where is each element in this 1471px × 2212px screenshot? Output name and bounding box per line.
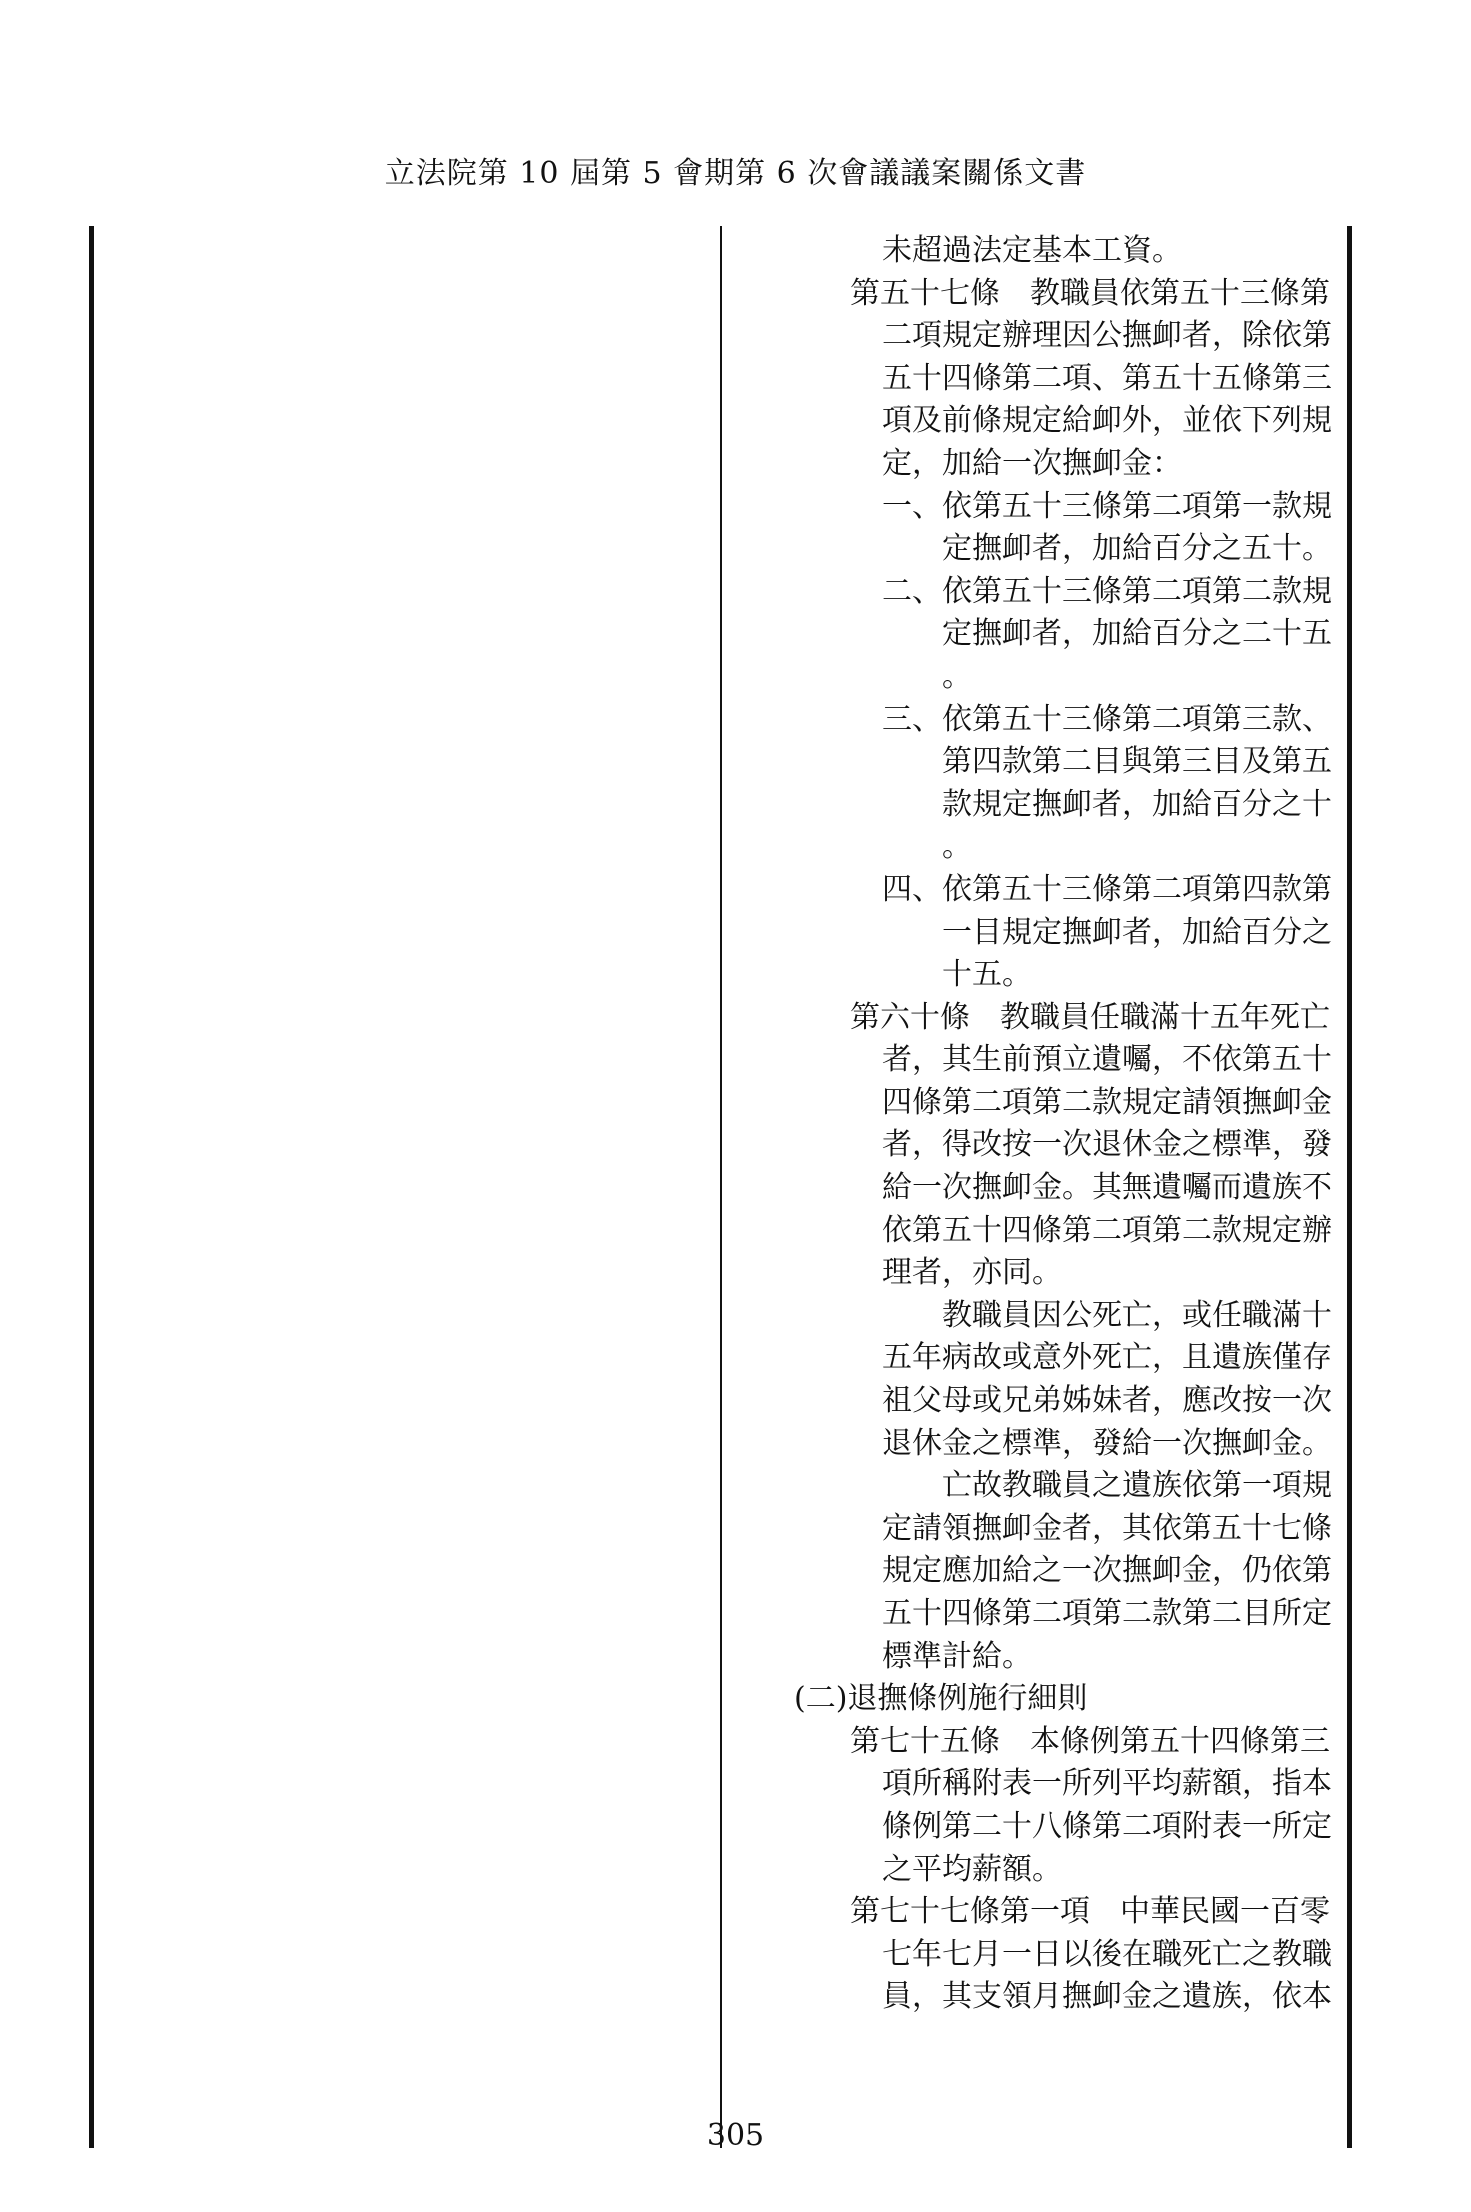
text-line: 二項規定辦理因公撫卹者，除依第 <box>882 318 1332 354</box>
text-line: 七年七月一日以後在職死亡之教職 <box>882 1936 1332 1972</box>
text-line: 第四款第二目與第三目及第五 <box>942 744 1332 780</box>
text-line: 定撫卹者，加給百分之二十五 <box>942 616 1332 652</box>
text-line: 第六十條 教職員任職滿十五年死亡 <box>850 999 1330 1035</box>
text-line: 一目規定撫卹者，加給百分之 <box>942 914 1332 950</box>
text-line: 者，得改按一次退休金之標準，發 <box>882 1127 1332 1163</box>
text-line: 規定應加給之一次撫卹金，仍依第 <box>882 1553 1332 1589</box>
text-line: 標準計給。 <box>882 1638 1032 1674</box>
text-line: 款規定撫卹者，加給百分之十 <box>942 786 1332 822</box>
text-line: 一、依第五十三條第二項第一款規 <box>882 488 1332 524</box>
column-divider-rule <box>720 226 722 2148</box>
text-line: 第五十七條 教職員依第五十三條第 <box>850 275 1330 311</box>
text-line: 定，加給一次撫卹金： <box>882 445 1182 481</box>
text-line: 。 <box>942 829 972 865</box>
text-line: 第七十七條第一項 中華民國一百零 <box>850 1894 1330 1930</box>
text-line: 四條第二項第二款規定請領撫卹金 <box>882 1084 1332 1120</box>
text-line: 未超過法定基本工資。 <box>882 233 1182 268</box>
text-line: 條例第二十八條第二項附表一所定 <box>882 1808 1332 1844</box>
text-line: 。 <box>942 658 972 694</box>
text-line: 項及前條規定給卹外，並依下列規 <box>882 403 1332 439</box>
text-line: 定請領撫卹金者，其依第五十七條 <box>882 1510 1332 1546</box>
text-line: 定撫卹者，加給百分之五十。 <box>942 531 1332 567</box>
text-line: 五十四條第二項第二款第二目所定 <box>882 1596 1332 1631</box>
text-line: 理者，亦同。 <box>882 1255 1062 1291</box>
document-header: 立法院第 10 屆第 5 會期第 6 次會議議案關係文書 <box>384 156 1087 191</box>
left-border-rule <box>89 226 94 2148</box>
text-line: 三、依第五十三條第二項第三款、 <box>882 701 1332 737</box>
text-line: 二、依第五十三條第二項第二款規 <box>882 573 1332 609</box>
text-line: 退休金之標準，發給一次撫卹金。 <box>882 1425 1332 1461</box>
text-line: 之平均薪額。 <box>882 1851 1062 1887</box>
text-line: 給一次撫卹金。其無遺囑而遺族不 <box>882 1170 1332 1206</box>
text-line: 亡故教職員之遺族依第一項規 <box>942 1468 1332 1504</box>
text-line: 四、依第五十三條第二項第四款第 <box>882 871 1332 907</box>
text-line: 依第五十四條第二項第二款規定辦 <box>882 1212 1332 1248</box>
page-number: 305 <box>706 2118 765 2153</box>
text-line: 第七十五條 本條例第五十四條第三 <box>850 1723 1330 1759</box>
right-column-text <box>790 230 1340 2019</box>
text-line: 教職員因公死亡，或任職滿十 <box>942 1297 1332 1333</box>
text-line: 祖父母或兄弟姊妹者，應改按一次 <box>882 1383 1332 1419</box>
text-line: 者，其生前預立遺囑，不依第五十 <box>882 1042 1332 1078</box>
text-line: 項所稱附表一所列平均薪額，指本 <box>882 1766 1332 1802</box>
text-line: 五年病故或意外死亡，且遺族僅存 <box>882 1340 1332 1376</box>
text-line: 員，其支領月撫卹金之遺族，依本 <box>882 1979 1332 2015</box>
text-line: 十五。 <box>942 957 1032 993</box>
text-line: 五十四條第二項、第五十五條第三 <box>882 360 1332 396</box>
text-line: (二)退撫條例施行細則 <box>794 1681 1088 1717</box>
right-border-rule <box>1347 226 1352 2148</box>
